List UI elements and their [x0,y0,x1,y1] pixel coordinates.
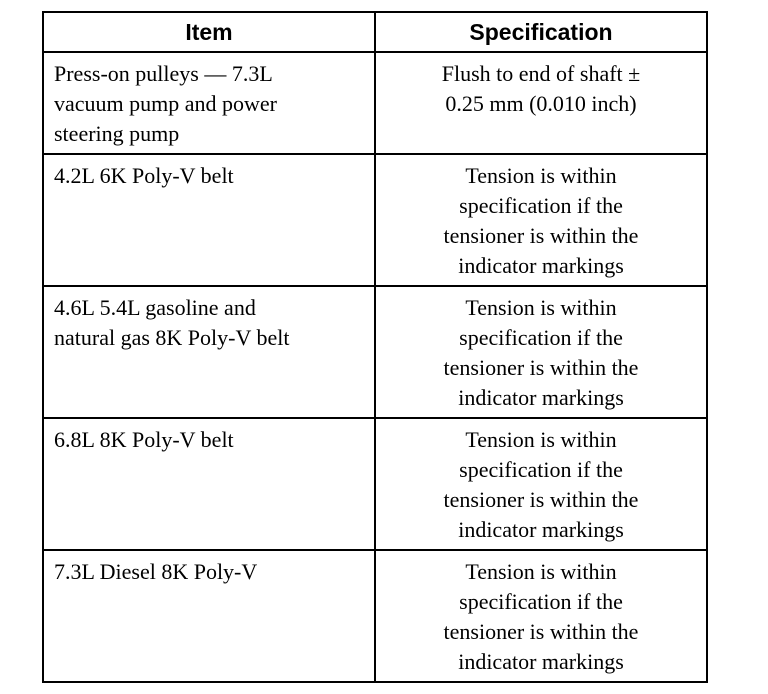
specification-cell [375,550,707,682]
table-row [43,418,707,550]
specification-text: Tension is within specification if the tensioner is within the indicator markings [443,427,639,542]
column-header-specification: Specification [375,12,707,52]
item-cell [43,418,375,550]
specification-text: Tension is within specification if the tensioner is within the indicator markings [443,295,639,410]
item-cell [43,52,375,154]
item-text: 4.6L 5.4L gasoline and natural gas 8K Poly-V belt [54,295,290,350]
specification-text: Tension is within specification if the tensioner is within the indicator markings [443,559,639,674]
item-cell [43,550,375,682]
item-cell [43,154,375,286]
table-header [43,12,707,52]
specification-table [42,11,708,683]
specification-cell [375,52,707,154]
item-cell [43,286,375,418]
table-row [43,550,707,682]
item-text: 7.3L Diesel 8K Poly-V [54,559,258,584]
header-row [43,12,707,52]
item-text: Press-on pulleys — 7.3L vacuum pump and power steering pump [54,61,277,146]
item-text: 6.8L 8K Poly-V belt [54,427,234,452]
table-row [43,154,707,286]
specification-cell [375,286,707,418]
column-header-item: Item [43,12,375,52]
specification-cell [375,154,707,286]
table-row [43,286,707,418]
table-row [43,52,707,154]
specification-text: Flush to end of shaft ± 0.25 mm (0.010 inch) [441,61,641,116]
table-body [43,52,707,682]
specification-text: Tension is within specification if the tensioner is within the indicator markings [443,163,639,278]
specification-cell [375,418,707,550]
item-text: 4.2L 6K Poly-V belt [54,163,234,188]
